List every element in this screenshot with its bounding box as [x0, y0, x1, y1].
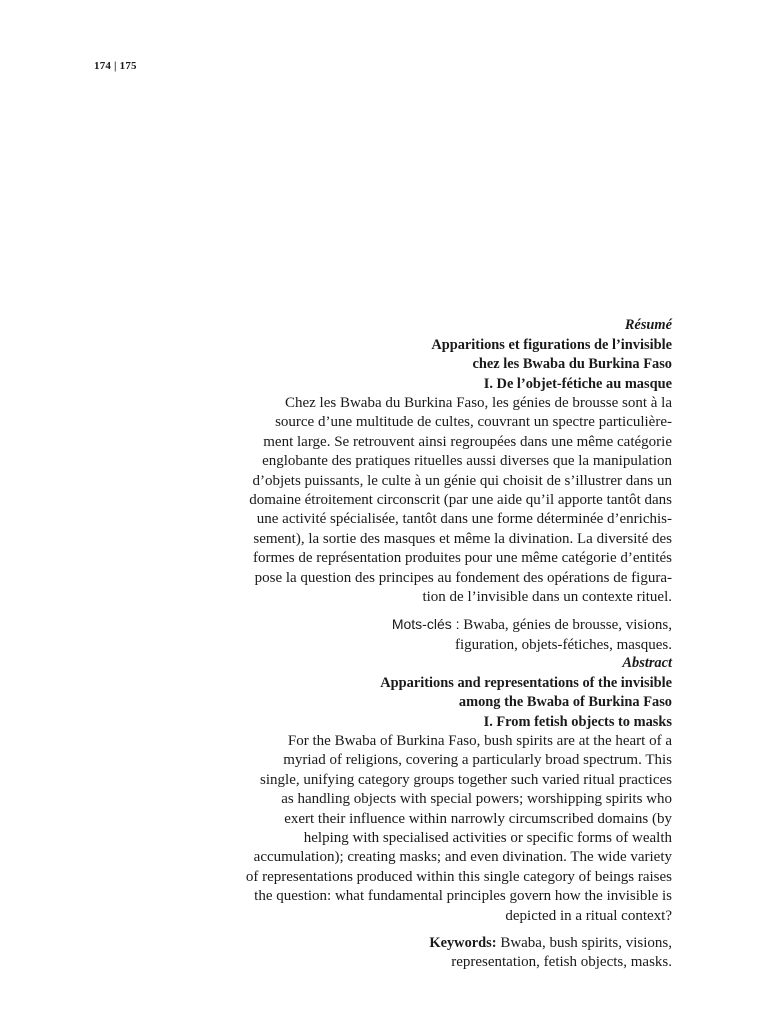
french-body-line: formes de représentation produites pour une même catégorie d’entités — [252, 550, 672, 567]
french-keywords-line-1 — [140, 615, 672, 635]
english-body-line: exert their influence within narrowly circumscribed domains (by — [284, 810, 672, 827]
english-body-line: of representations produced within this single category of beings raises — [245, 868, 672, 885]
english-body-line: as handling objects with special powers; worshipping spirits who — [281, 791, 672, 808]
french-body-line: pose la question des principes au fondement des opérations de figura- — [254, 569, 672, 586]
french-body-line: domaine étroitement circonscrit (par une aide qu’il apporte tantôt dans — [249, 492, 672, 509]
english-body-line: the question: what fundamental principles govern how the invisible is — [254, 888, 672, 905]
english-body-line: accumulation); creating masks; and even divination. The wide variety — [253, 849, 672, 866]
french-body — [140, 394, 672, 607]
french-body-line: d’objets puissants, le culte à un génie qui choisit de s’illustrer dans un — [252, 472, 672, 489]
french-body-line: sement), la sortie des masques et même la divination. La diversité des — [253, 530, 672, 547]
english-body-line: myriad of religions, covering a particularly broad spectrum. This — [283, 752, 672, 769]
french-title-line-2: chez les Bwaba du Burkina Faso — [472, 356, 672, 372]
english-body-line: depicted in a ritual context? — [505, 907, 672, 924]
english-abstract — [140, 654, 672, 973]
english-keywords-line-1 — [140, 934, 672, 953]
english-keywords-label: Keywords: — [429, 935, 497, 952]
french-keywords — [140, 615, 672, 655]
english-body-line: single, unifying category groups together such varied ritual practices — [260, 771, 672, 788]
english-keywords — [140, 934, 672, 973]
french-keywords-text-1: Bwaba, génies de brousse, visions, — [459, 617, 672, 634]
french-body-line: tion de l’invisible dans un contexte rituel. — [422, 589, 672, 606]
french-keywords-label: Mots-clés : — [391, 616, 460, 633]
english-body-line: For the Bwaba of Burkina Faso, bush spirits are at the heart of a — [287, 733, 672, 749]
french-body-line: englobante des pratiques rituelles aussi diverses que la manipulation — [262, 453, 672, 470]
french-abstract-label: Résumé — [624, 317, 672, 333]
english-subtitle: I. From fetish objects to masks — [483, 713, 672, 730]
french-abstract — [140, 316, 672, 655]
french-body-line: source d’une multitude de cultes, couvrant un spectre particulière- — [275, 414, 672, 431]
page-number: 174 | 175 — [94, 60, 137, 72]
english-keywords-text-1: Bwaba, bush spirits, visions, — [496, 935, 672, 952]
english-abstract-label: Abstract — [622, 655, 672, 671]
french-keywords-text-2: figuration, objets-fétiches, masques. — [454, 636, 672, 653]
english-keywords-text-2: representation, fetish objects, masks. — [451, 954, 672, 971]
english-body-line: helping with specialised activities or specific forms of wealth — [303, 830, 672, 847]
french-body-line: ment large. Se retrouvent ainsi regroupées dans une même catégorie — [263, 433, 672, 450]
french-title-line-1: Apparitions et figurations de l’invisible — [431, 336, 672, 353]
french-subtitle: I. De l’objet-fétiche au masque — [483, 375, 672, 392]
english-body — [140, 732, 672, 926]
french-body-line: Chez les Bwaba du Burkina Faso, les génies de brousse sont à la — [284, 395, 672, 411]
english-title-line-1: Apparitions and representations of the invisible — [380, 674, 672, 691]
french-body-line: une activité spécialisée, tantôt dans une forme déterminée d’enrichis- — [256, 511, 672, 528]
english-title-line-2: among the Bwaba of Burkina Faso — [458, 694, 672, 710]
